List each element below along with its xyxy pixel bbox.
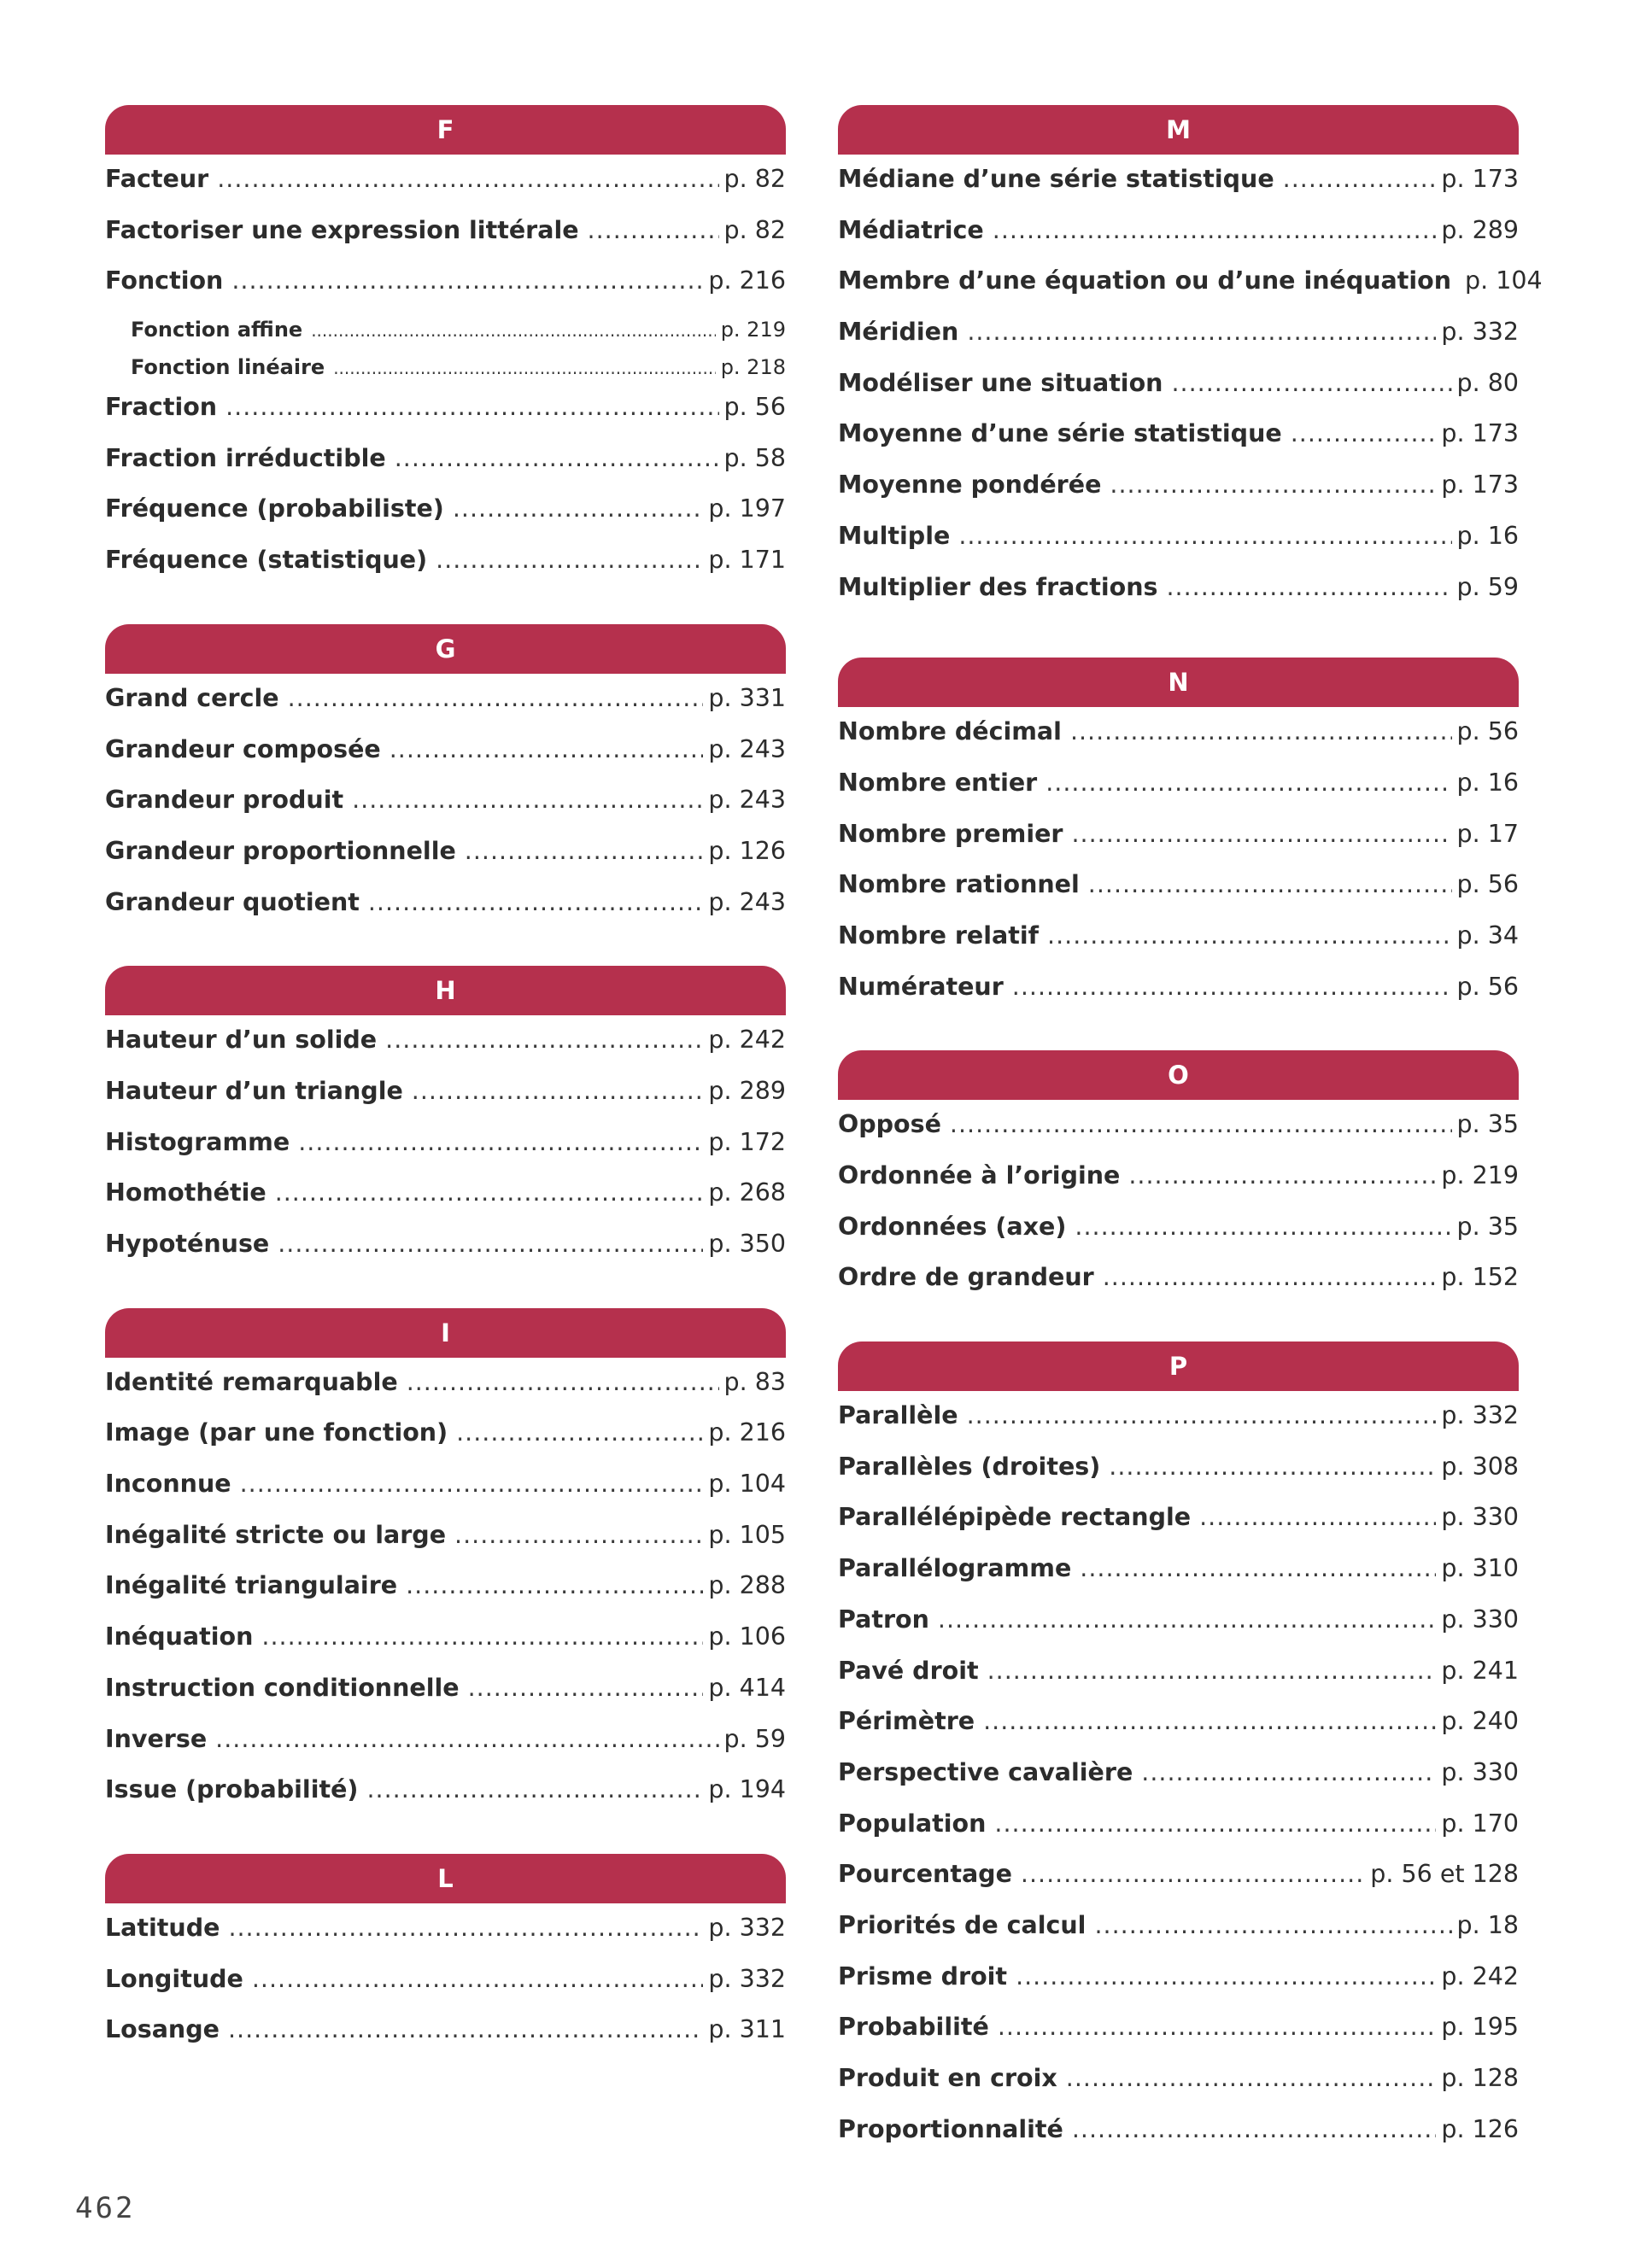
entry-term: Nombre entier: [838, 768, 1038, 797]
index-entry: [105, 786, 786, 837]
index-entry: [838, 870, 1519, 921]
index-entry: [838, 1707, 1519, 1758]
index-entry: [838, 522, 1519, 573]
entry-page: p. 308: [1441, 1452, 1519, 1481]
dot-leader: [1046, 769, 1451, 797]
entry-term: Grandeur composée: [105, 734, 381, 763]
index-entry: [838, 266, 1543, 318]
entry-term: Multiple: [838, 521, 951, 550]
entry-term: Latitude: [105, 1913, 220, 1942]
entry-term: Issue (probabilité): [105, 1775, 359, 1804]
entry-page: p. 170: [1441, 1809, 1519, 1838]
entry-page: p. 16: [1456, 768, 1519, 797]
entry-term: Moyenne pondérée: [838, 471, 1102, 500]
entry-page: p. 243: [708, 887, 786, 916]
dot-leader: [1071, 820, 1451, 848]
entry-page: p. 105: [708, 1520, 786, 1549]
index-entry: [838, 1503, 1519, 1554]
entry-page: p. 197: [708, 494, 786, 523]
entry-term: Nombre relatif: [838, 921, 1040, 950]
index-column-left: [105, 105, 786, 2066]
section-header-p: P: [838, 1342, 1519, 1391]
entry-page: p. 332: [708, 1913, 786, 1942]
entry-term: Longitude: [105, 1964, 243, 1993]
entry-term: Perspective cavalière: [838, 1757, 1133, 1786]
index-entry: [838, 769, 1519, 820]
entry-page: p. 330: [1441, 1605, 1519, 1634]
entry-page: p. 34: [1456, 921, 1519, 950]
index-entry: [105, 2015, 786, 2066]
index-entry: [838, 1401, 1519, 1453]
entry-page: p. 128: [1441, 2064, 1519, 2092]
entry-page: p. 243: [708, 786, 786, 815]
dot-leader: [215, 1725, 718, 1753]
dot-leader: [1128, 1161, 1436, 1190]
dot-leader: [1080, 1554, 1436, 1582]
entry-term: Parallèles (droites): [838, 1452, 1101, 1481]
dot-leader: [1094, 1911, 1451, 1939]
dot-leader: [231, 266, 703, 295]
entry-term: Périmètre: [838, 1707, 975, 1736]
entry-term: Prisme droit: [838, 1961, 1008, 1990]
dot-leader: [407, 1368, 719, 1396]
dot-leader: [1103, 1263, 1437, 1291]
entry-term: Inverse: [105, 1724, 208, 1753]
entry-page: p. 330: [1441, 1757, 1519, 1786]
dot-leader: [385, 1026, 703, 1054]
dot-leader: [1066, 2064, 1437, 2092]
dot-leader: [454, 1521, 703, 1549]
entry-term: Numérateur: [838, 972, 1004, 1001]
dot-leader: [333, 358, 715, 378]
entry-term: Parallélépipède rectangle: [838, 1503, 1192, 1532]
dot-leader: [1070, 717, 1452, 745]
index-entry: [105, 1674, 786, 1725]
entry-term: Priorités de calcul: [838, 1910, 1086, 1939]
entry-page: p. 56: [1456, 717, 1519, 746]
index-column-right: [838, 105, 1543, 2166]
index-entry: [105, 1077, 786, 1128]
entry-page: p. 16: [1456, 521, 1519, 550]
dot-leader: [967, 318, 1436, 346]
entry-page: p. 82: [723, 165, 786, 193]
index-entry: [105, 837, 786, 888]
entry-page: p. 35: [1456, 1212, 1519, 1241]
entry-term: Nombre décimal: [838, 717, 1062, 746]
entry-term: Ordonnées (axe): [838, 1212, 1067, 1241]
entry-page: p. 56: [1456, 870, 1519, 899]
entry-page: p. 173: [1441, 419, 1519, 448]
entry-page: p. 216: [708, 266, 786, 295]
index-entry: [838, 1554, 1519, 1605]
entry-term: Fréquence (probabiliste): [105, 494, 444, 523]
index-entry: [105, 444, 786, 495]
dot-leader: [252, 1965, 704, 1993]
index-entry: [838, 2013, 1519, 2064]
entry-page: p. 171: [708, 546, 786, 575]
entry-term: Facteur: [105, 165, 209, 193]
entry-term: Population: [838, 1809, 987, 1838]
entry-page: p. 350: [708, 1230, 786, 1258]
dot-leader: [468, 1674, 704, 1702]
index-entry: [105, 1914, 786, 1965]
entry-term: Fréquence (statistique): [105, 546, 428, 575]
dot-leader: [217, 165, 718, 193]
entry-page: p. 330: [1441, 1503, 1519, 1532]
entry-page: p. 310: [1441, 1554, 1519, 1583]
index-entry: [838, 1911, 1519, 1962]
entry-term: Grandeur quotient: [105, 887, 360, 916]
dot-leader: [1141, 1758, 1436, 1786]
entry-page: p. 172: [708, 1127, 786, 1156]
index-entry: [105, 1521, 786, 1572]
dot-leader: [994, 1809, 1436, 1838]
entry-page: p. 56 et 128: [1370, 1860, 1519, 1889]
index-entry: [838, 573, 1519, 624]
dot-leader: [967, 1401, 1437, 1429]
index-entry: [105, 1725, 786, 1776]
entry-term: Hauteur d’un triangle: [105, 1076, 403, 1105]
entry-term: Parallèle: [838, 1401, 958, 1430]
entry-page: p. 332: [1441, 1401, 1519, 1430]
dot-leader: [983, 1707, 1436, 1735]
entry-term: Hypoténuse: [105, 1230, 270, 1258]
entry-term: Grandeur proportionnelle: [105, 836, 456, 865]
entry-page: p. 18: [1456, 1910, 1519, 1939]
index-entry: [838, 1809, 1519, 1861]
entry-term: Inégalité stricte ou large: [105, 1520, 447, 1549]
entry-term: Histogramme: [105, 1127, 290, 1156]
dot-leader: [395, 444, 719, 472]
index-entry: [838, 165, 1519, 216]
entry-term: Losange: [105, 2015, 220, 2044]
entry-page: p. 59: [1456, 572, 1519, 601]
dot-leader: [311, 320, 716, 341]
entry-term: Hauteur d’un solide: [105, 1026, 378, 1055]
entry-term: Fonction: [105, 266, 224, 295]
index-entry: [105, 1775, 786, 1827]
index-entry: [105, 165, 786, 216]
dot-leader: [958, 522, 1451, 550]
entry-term: Factoriser une expression littérale: [105, 215, 579, 244]
index-entry: [838, 1605, 1519, 1657]
dot-leader: [1021, 1860, 1365, 1888]
index-subentry: [105, 355, 786, 393]
entry-page: p. 240: [1441, 1707, 1519, 1736]
entry-term: Instruction conditionnelle: [105, 1673, 460, 1702]
entry-page: p. 83: [723, 1367, 786, 1396]
index-entry: [105, 1128, 786, 1179]
entry-page: p. 126: [1441, 2114, 1519, 2143]
entry-term: Multiplier des fractions: [838, 572, 1158, 601]
entry-term: Membre d’une équation ou d’une inéquation: [838, 266, 1452, 295]
index-entry: [105, 684, 786, 735]
entry-page: p. 241: [1441, 1656, 1519, 1685]
index-entry: [105, 888, 786, 939]
index-entry: [105, 735, 786, 786]
entry-page: p. 332: [1441, 318, 1519, 347]
entry-term: Ordre de grandeur: [838, 1263, 1094, 1292]
entry-term: Médiatrice: [838, 215, 984, 244]
index-entry: [105, 1622, 786, 1674]
entry-page: p. 194: [708, 1775, 786, 1804]
index-entry: [838, 820, 1519, 871]
entry-term: Probabilité: [838, 2013, 989, 2042]
index-entry: [838, 1110, 1519, 1161]
entry-page: p. 243: [708, 734, 786, 763]
dot-leader: [465, 837, 704, 865]
index-entry: [105, 1965, 786, 2016]
entry-term: Pourcentage: [838, 1860, 1012, 1889]
index-entry: [838, 717, 1519, 769]
entry-page: p. 56: [723, 393, 786, 422]
dot-leader: [987, 1657, 1437, 1685]
dot-leader: [352, 786, 703, 814]
entry-page: p. 289: [1441, 215, 1519, 244]
entry-term: Méridien: [838, 318, 959, 347]
index-entry: [838, 921, 1519, 973]
entry-term: Fonction linéaire: [131, 355, 325, 380]
dot-leader: [938, 1605, 1436, 1634]
entry-term: Homothétie: [105, 1178, 266, 1207]
entry-page: p. 80: [1456, 368, 1519, 397]
index-entry: [105, 266, 786, 318]
dot-leader: [1283, 165, 1437, 193]
section-header-h: H: [105, 966, 786, 1015]
dot-leader: [298, 1128, 703, 1156]
entry-page: p. 82: [723, 215, 786, 244]
entry-term: Grand cercle: [105, 683, 279, 712]
entry-page: p. 414: [708, 1673, 786, 1702]
entry-page: p. 288: [708, 1571, 786, 1600]
dot-leader: [950, 1110, 1452, 1138]
index-entry: [105, 216, 786, 267]
index-entry: [105, 1178, 786, 1230]
entry-page: p. 332: [708, 1964, 786, 1993]
entry-page: p. 289: [708, 1076, 786, 1105]
entry-term: Inéquation: [105, 1622, 254, 1651]
entry-page: p. 56: [1456, 972, 1519, 1001]
entry-page: p. 104: [1465, 266, 1543, 295]
dot-leader: [436, 546, 703, 574]
entry-page: p. 35: [1456, 1110, 1519, 1139]
entry-page: p. 195: [1441, 2013, 1519, 2042]
entry-term: Image (par une fonction): [105, 1418, 448, 1447]
dot-leader: [228, 2015, 703, 2043]
dot-leader: [1291, 419, 1437, 447]
index-entry: [838, 1263, 1519, 1314]
entry-term: Patron: [838, 1605, 929, 1634]
entry-term: Pavé droit: [838, 1656, 979, 1685]
entry-page: p. 219: [720, 318, 786, 342]
dot-leader: [453, 494, 704, 523]
entry-page: p. 58: [723, 443, 786, 472]
section-header-i: I: [105, 1308, 786, 1358]
section-header-g: G: [105, 624, 786, 674]
index-entry: [105, 1571, 786, 1622]
entry-page: p. 106: [708, 1622, 786, 1651]
dot-leader: [1110, 471, 1436, 499]
entry-term: Modéliser une situation: [838, 368, 1163, 397]
entry-page: p. 242: [1441, 1961, 1519, 1990]
index-entry: [838, 973, 1519, 1024]
dot-leader: [1088, 870, 1452, 898]
index-entry: [838, 318, 1519, 369]
entry-page: p. 104: [708, 1470, 786, 1499]
section-header-o: O: [838, 1050, 1519, 1100]
index-entry: [838, 1657, 1519, 1708]
entry-term: Parallélogramme: [838, 1554, 1072, 1583]
dot-leader: [1166, 573, 1451, 601]
index-entry: [838, 1962, 1519, 2014]
entry-page: p. 311: [708, 2015, 786, 2044]
index-entry: [838, 1758, 1519, 1809]
index-entry: [838, 2064, 1519, 2115]
index-entry: [838, 216, 1519, 267]
entry-term: Opposé: [838, 1110, 941, 1139]
index-entry: [105, 1470, 786, 1521]
dot-leader: [278, 1230, 703, 1258]
dot-leader: [240, 1470, 704, 1498]
entry-page: p. 331: [708, 683, 786, 712]
dot-leader: [366, 1775, 703, 1803]
index-entry: [105, 546, 786, 597]
dot-leader: [390, 735, 704, 763]
index-entry: [838, 471, 1519, 522]
index-subentry: [105, 318, 786, 355]
index-entry: [105, 1026, 786, 1077]
index-entry: [838, 369, 1519, 420]
index-entry: [105, 1368, 786, 1419]
dot-leader: [1199, 1503, 1436, 1531]
section-header-f: F: [105, 105, 786, 155]
entry-term: Inconnue: [105, 1470, 231, 1499]
index-entry: [105, 1230, 786, 1281]
index-entry: [838, 1860, 1519, 1911]
entry-page: p. 126: [708, 836, 786, 865]
index-entry: [838, 1213, 1519, 1264]
dot-leader: [588, 216, 719, 244]
section-header-m: M: [838, 105, 1519, 155]
entry-term: Grandeur produit: [105, 786, 344, 815]
dot-leader: [368, 888, 704, 916]
dot-leader: [406, 1571, 703, 1599]
dot-leader: [998, 2013, 1437, 2041]
index-entry: [105, 494, 786, 546]
section-header-l: L: [105, 1854, 786, 1903]
entry-term: Fonction affine: [131, 318, 303, 342]
entry-term: Nombre premier: [838, 819, 1063, 848]
dot-leader: [226, 393, 718, 421]
dot-leader: [1012, 973, 1452, 1001]
dot-leader: [228, 1914, 703, 1942]
entry-page: p. 242: [708, 1026, 786, 1055]
index-entry: [838, 1161, 1519, 1213]
entry-term: Médiane d’une série statistique: [838, 165, 1274, 193]
entry-page: p. 216: [708, 1418, 786, 1447]
dot-leader: [288, 684, 704, 712]
entry-page: p. 219: [1441, 1161, 1519, 1190]
section-header-n: N: [838, 658, 1519, 707]
page-number: 462: [75, 2191, 136, 2225]
index-entry: [105, 393, 786, 444]
index-entry: [105, 1418, 786, 1470]
index-entry: [838, 419, 1519, 471]
dot-leader: [275, 1178, 704, 1207]
entry-term: Produit en croix: [838, 2064, 1057, 2092]
entry-term: Moyenne d’une série statistique: [838, 419, 1282, 448]
entry-page: p. 17: [1456, 819, 1519, 848]
entry-page: p. 152: [1441, 1263, 1519, 1292]
entry-term: Inégalité triangulaire: [105, 1571, 398, 1600]
entry-term: Nombre rationnel: [838, 870, 1080, 899]
entry-term: Fraction irréductible: [105, 443, 386, 472]
entry-term: Identité remarquable: [105, 1367, 398, 1396]
entry-page: p. 218: [720, 355, 786, 380]
dot-leader: [1016, 1962, 1436, 1990]
dot-leader: [1047, 921, 1452, 950]
index-entry: [838, 1453, 1519, 1504]
entry-page: p. 268: [708, 1178, 786, 1207]
dot-leader: [1072, 2115, 1437, 2143]
dot-leader: [261, 1622, 703, 1651]
entry-term: Fraction: [105, 393, 218, 422]
dot-leader: [456, 1418, 703, 1447]
dot-leader: [1075, 1213, 1451, 1241]
dot-leader: [993, 216, 1437, 244]
dot-leader: [1171, 369, 1451, 397]
entry-page: p. 59: [723, 1724, 786, 1753]
entry-term: Proportionnalité: [838, 2114, 1063, 2143]
dot-leader: [1109, 1453, 1436, 1481]
entry-page: p. 173: [1441, 165, 1519, 193]
entry-page: p. 173: [1441, 471, 1519, 500]
index-entry: [838, 2115, 1519, 2166]
entry-term: Ordonnée à l’origine: [838, 1161, 1121, 1190]
dot-leader: [412, 1077, 704, 1105]
